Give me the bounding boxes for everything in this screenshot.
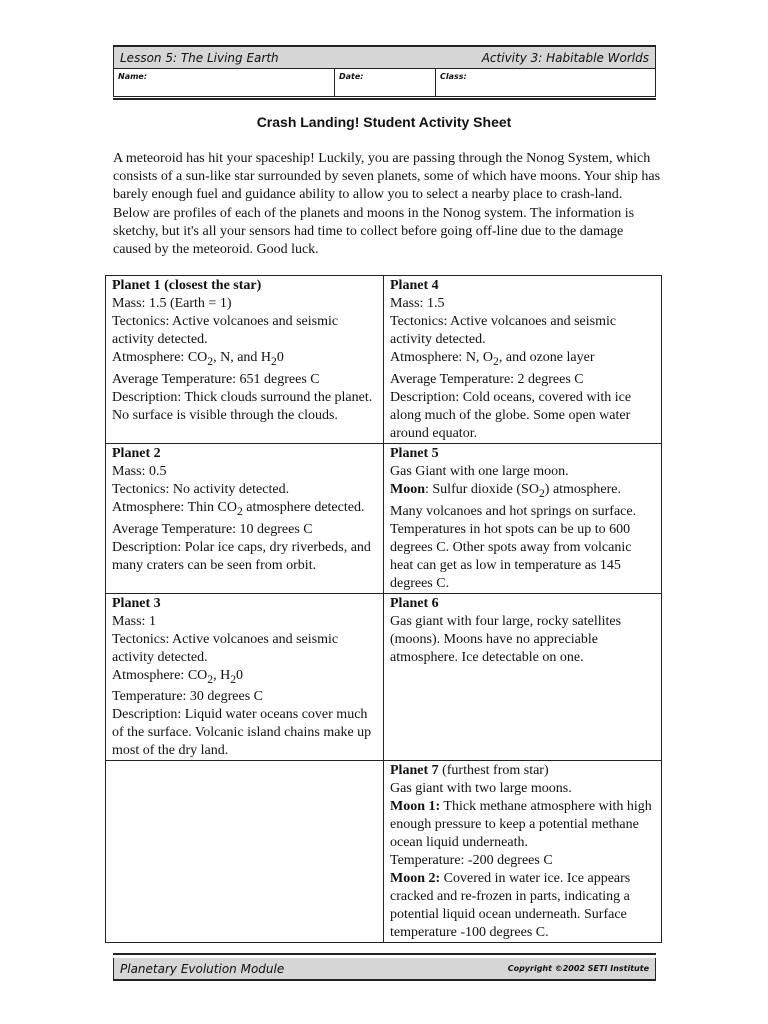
- planet-2-cell: [106, 443, 384, 593]
- planet-4-cell: [384, 276, 662, 444]
- planet-5-summary: Gas Giant with one large moon.: [390, 463, 569, 479]
- lesson-title: Lesson 5: The Living Earth: [120, 50, 279, 65]
- student-info-row: [113, 68, 656, 97]
- date-label: Date:: [339, 72, 364, 81]
- planet-5-cell: [384, 443, 662, 593]
- planet-4-description: Description: Cold oceans, covered with ice along much of the globe. Some open water around equator.: [390, 389, 632, 441]
- planet-3-cell: [106, 593, 384, 761]
- planet-5-moon: Moon: Sulfur dioxide $(SO_2)$ atmosphere.: [390, 481, 621, 500]
- name-label: Name:: [118, 72, 148, 81]
- planet-1-atmosphere: Atmosphere: $CO_2$, N, and $H_20$: [112, 350, 284, 368]
- page-header: [113, 45, 656, 100]
- planet-3-heading: Planet 3: [112, 595, 161, 611]
- planet-6-heading: Planet 6: [390, 595, 439, 611]
- planet-1-tectonics: Tectonics: Active volcanoes and seismic activity detected.: [112, 314, 339, 347]
- page-title: Crash Landing! Student Activity Sheet: [256, 114, 512, 130]
- footer-rule: [113, 979, 656, 981]
- planet-4-temperature: Average Temperature: 2 degrees C: [390, 371, 584, 387]
- footer-bar: [113, 958, 656, 979]
- planet-table: [105, 275, 662, 943]
- copyright: Copyright ©2002 SETI Institute: [507, 964, 649, 973]
- activity-title: Activity 3: Habitable Worlds: [481, 50, 649, 65]
- header-bar: [113, 47, 656, 68]
- planet-4-heading: Planet 4: [390, 278, 439, 293]
- date-field[interactable]: [335, 69, 436, 96]
- page-footer: [113, 953, 656, 981]
- table-row: [106, 276, 662, 444]
- planet-7-moon-1-temperature: Temperature: -200 degrees C: [390, 853, 553, 869]
- planet-7-moon-2: Moon 2: Covered in water ice. Ice appears cracked and re-frozen in parts, indicating a potential liquid ocean underneath. Surface temperature -100 degrees C.: [390, 871, 631, 941]
- planet-2-description: Description: Polar ice caps, dry riverbeds, and many craters can be seen from orbit.: [112, 539, 371, 573]
- planet-2-mass: Mass: 0.5: [112, 463, 167, 479]
- planet-1-cell: [106, 276, 384, 444]
- planet-6-cell: [384, 593, 662, 761]
- planet-3-description: Description: Liquid water oceans cover much of the surface. Volcanic island chains make up most of the dry land.: [112, 707, 372, 759]
- table-row: [106, 593, 662, 761]
- planet-3-atmosphere: Atmosphere: $CO_2$, $H_20$: [112, 667, 244, 686]
- empty-cell: [106, 761, 384, 943]
- planet-2-temperature: Average Temperature: 10 degrees C: [112, 521, 313, 537]
- class-label: Class:: [440, 72, 467, 81]
- header-rule: [113, 98, 656, 100]
- planet-3-mass: Mass: 1: [112, 613, 156, 629]
- planet-5-heading: Planet 5: [390, 445, 439, 461]
- planet-2-heading: Planet 2: [112, 445, 161, 461]
- planet-1-mass: Mass: 1.5 (Earth = 1): [112, 296, 232, 311]
- planet-1-heading: Planet 1 (closest the star): [112, 278, 262, 293]
- planet-2-atmosphere: Atmosphere: Thin $CO_2$ atmosphere detected.: [112, 499, 365, 518]
- planet-4-tectonics: Tectonics: Active volcanoes and seismic activity detected.: [390, 314, 617, 347]
- planet-2-tectonics: Tectonics: No activity detected.: [112, 481, 290, 497]
- planet-3-temperature: Temperature: 30 degrees C: [112, 689, 264, 705]
- class-field[interactable]: [436, 69, 655, 96]
- planet-7-moon-1: Moon 1: Thick methane atmosphere with high enough pressure to keep a potential methane ocean liquid underneath.: [390, 799, 652, 851]
- intro-paragraph: A meteoroid has hit your spaceship! Luckily, you are passing through the Nonog System, which consists of a sun-like star surrounded by seven planets, some of which have moons. Your ship has barely enough fuel and guidance ability to allow you to select a nearby place to crash-land. Below are profiles of each of the planets and moons in the Nonog system. The information is sketchy, but it's all your sensors had time to collect before going off-line due to the damage caused by the meteoroid. Good luck.: [113, 151, 661, 258]
- planet-7-cell: [384, 761, 662, 943]
- planet-7-heading: Planet 7 (furthest from star): [390, 763, 549, 779]
- planet-3-tectonics: Tectonics: Active volcanoes and seismic activity detected.: [112, 631, 339, 665]
- planet-6-description: Gas giant with four large, rocky satellites (moons). Moons have no appreciable atmosphere. Ice detectable on one.: [390, 613, 622, 665]
- planet-1-description: Description: Thick clouds surround the planet. No surface is visible through the clouds.: [112, 389, 373, 423]
- table-row: [106, 761, 662, 943]
- name-field[interactable]: [114, 69, 335, 96]
- planet-4-atmosphere: Atmosphere: N, $O_2$, and ozone layer: [390, 350, 595, 368]
- table-row: [106, 443, 662, 593]
- planet-1-temperature: Average Temperature: 651 degrees C: [112, 371, 320, 387]
- module-title: Planetary Evolution Module: [120, 961, 285, 976]
- planet-4-mass: Mass: 1.5: [390, 296, 445, 311]
- planet-5-description: Many volcanoes and hot springs on surface. Temperatures in hot spots can be up to 600 degrees C. Other spots away from volcanic heat can get as low in temperature as 145 degrees C.: [390, 503, 637, 591]
- planet-7-summary: Gas giant with two large moons.: [390, 781, 572, 797]
